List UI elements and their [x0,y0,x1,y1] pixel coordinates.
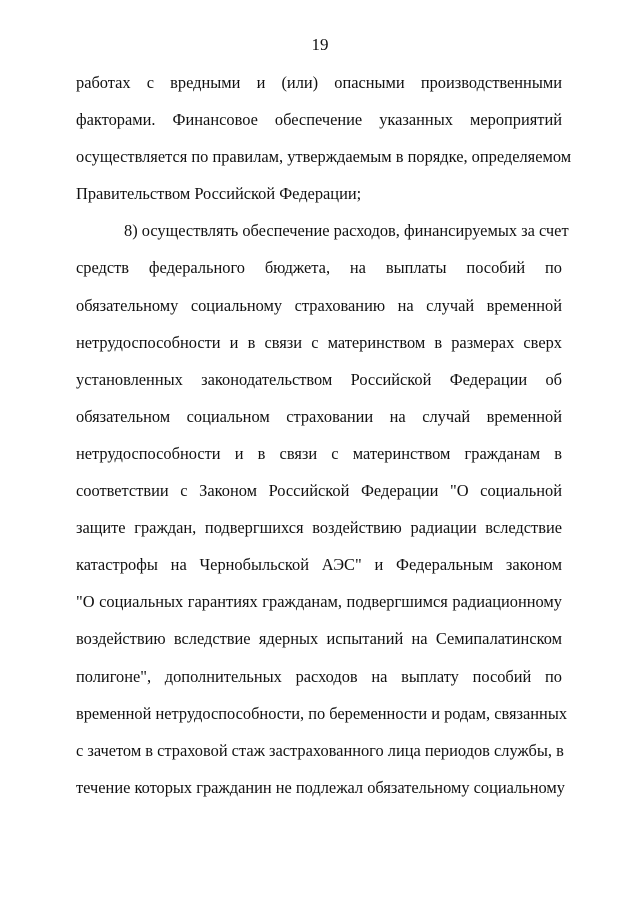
text-line: установленных законодательством Российской Федерации об [76,369,562,389]
text-line: с зачетом в страховой стаж застрахованного лица периодов службы, в [76,740,564,760]
text-line: обязательному социальному страхованию на случай временной [76,295,562,315]
text-line: воздействию вследствие ядерных испытаний на Семипалатинском [76,629,562,649]
text-line: нетрудоспособности и в связи с материнством гражданам в [76,443,562,463]
text-line: работах с вредными и (или) опасными производственными [76,73,562,92]
page-number: 19 [311,35,329,54]
text-line: защите граждан, подвергшихся воздействию радиации вследствие [76,518,562,538]
text-line: полигоне", дополнительных расходов на выплату пособий по [76,666,562,686]
text-line: течение которых гражданин не подлежал обязательному социальному [76,777,565,797]
text-line: соответствии с Законом Российской Федерации "О социальной [76,481,562,501]
text-line: катастрофы на Чернобыльской АЭС" и Федеральным законом [76,555,562,575]
text-line: "О социальных гарантиях гражданам, подвергшимся радиационному [76,592,562,612]
text-line: нетрудоспособности и в связи с материнством в размерах сверх [76,332,562,352]
text-line: Правительством Российской Федерации; [76,184,362,204]
text-line: обязательном социальном страховании на случай временной [76,406,562,426]
paragraph-start-line: 8) осуществлять обеспечение расходов, финансируемых за счет [124,221,569,241]
text-line: временной нетрудоспособности, по беременности и родам, связанных [76,703,568,723]
text-line: факторами. Финансовое обеспечение указанных мероприятий [76,110,562,130]
text-line: осуществляется по правилам, утверждаемым в порядке, определяемом [76,147,572,167]
document-body [76,71,572,813]
text-line: средств федерального бюджета, на выплаты пособий по [76,258,562,278]
